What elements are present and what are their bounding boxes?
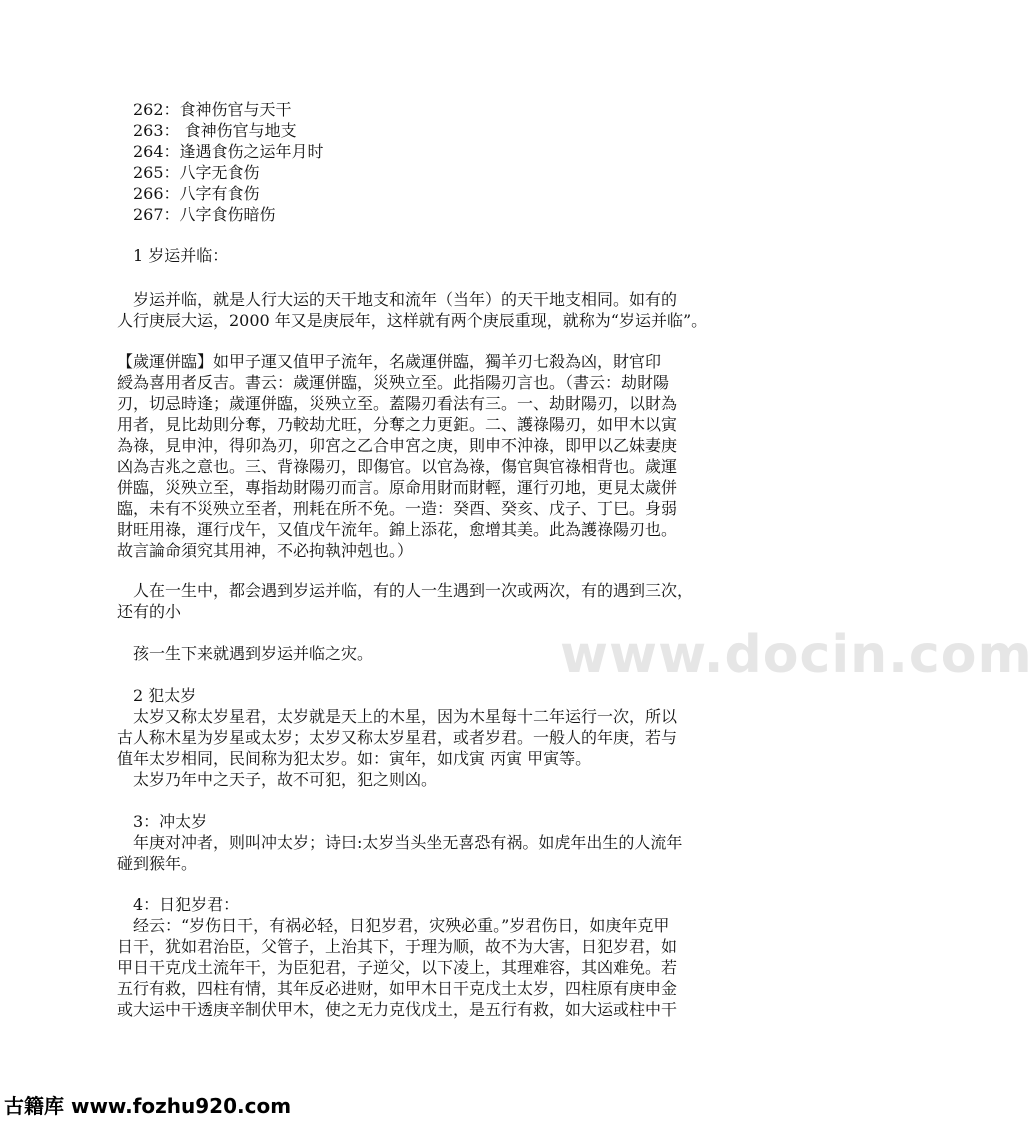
paragraph-line: 人在一生中，都会遇到岁运并临，有的人一生遇到一次或两次，有的遇到三次， (133, 581, 694, 600)
section-heading: 1 岁运并临： (133, 246, 229, 265)
paragraph-line: 人行庚辰大运，2000 年又是庚辰年，这样就有两个庚辰重现，就称为“岁运并临”。 (117, 311, 708, 330)
paragraph-line: 日干，犹如君治臣，父管子，上治其下，于理为顺，故不为大害，日犯岁君，如 (117, 937, 678, 956)
paragraph-line: 太岁又称太岁星君，太岁就是天上的木星，因为木星每十二年运行一次，所以 (133, 707, 678, 726)
toc-item: 264：逢遇食伤之运年月时 (133, 142, 324, 161)
paragraph-line: 用者，見比劫則分奪，乃較劫尤旺，分奪之力更鉅。二、護祿陽刃，如甲木以寅 (117, 415, 678, 434)
paragraph-line: 甲日干克戊土流年干，为臣犯君，子逆父，以下凌上，其理难容，其凶难免。若 (117, 958, 678, 977)
paragraph-line: 经云：“岁伤日干，有祸必轻，日犯岁君，灾殃必重。”岁君伤日，如庚年克甲 (133, 916, 670, 935)
section-heading: 2 犯太岁 (133, 686, 197, 705)
paragraph-line: 刃，切忌時逢；歲運併臨，災殃立至。蓋陽刃看法有三。一、劫財陽刃，以財為 (117, 394, 678, 413)
footer-site-logo: 古籍库 www.fozhu920.com (4, 1094, 292, 1118)
paragraph-line: 碰到猴年。 (117, 854, 198, 873)
paragraph-line: 【歲運併臨】如甲子運又值甲子流年，名歲運併臨，獨羊刃七殺為凶，財官印 (117, 352, 662, 371)
paragraph-line: 臨，未有不災殃立至者，刑耗在所不免。一造：癸酉、癸亥、戊子、丁巳。身弱 (117, 499, 678, 518)
paragraph-line: 古人称木星为岁星或太岁；太岁又称太岁星君，或者岁君。一般人的年庚，若与 (117, 728, 678, 747)
paragraph-line: 為祿，見申沖，得卯為刃，卯宮之乙合申宮之庚，則申不沖祿，即甲以乙妹妻庚 (117, 436, 678, 455)
docin-watermark: www.docin.com (560, 625, 1033, 685)
paragraph-line: 綬為喜用者反吉。書云：歲運併臨，災殃立至。此指陽刃言也。（書云：劫財陽 (117, 373, 670, 392)
paragraph-line: 故言論命須究其用神，不必拘執沖剋也。） (117, 541, 414, 560)
paragraph-line: 年庚对冲者，则叫冲太岁；诗曰:太岁当头坐无喜恐有祸。如虎年出生的人流年 (133, 833, 683, 852)
toc-item: 266：八字有食伤 (133, 184, 260, 203)
section-heading: 3：冲太岁 (133, 812, 208, 831)
paragraph-line: 还有的小 (117, 602, 182, 621)
paragraph-line: 併臨，災殃立至，專指劫財陽刃而言。原命用財而財輕，運行刃地，更見太歲併 (117, 478, 678, 497)
toc-item: 265：八字无食伤 (133, 163, 260, 182)
toc-item: 267：八字食伤暗伤 (133, 205, 276, 224)
paragraph-line: 值年太岁相同，民间称为犯太岁。如：寅年，如戊寅 丙寅 甲寅等。 (117, 749, 592, 768)
paragraph-line: 太岁乃年中之天子，故不可犯，犯之则凶。 (133, 770, 438, 789)
toc-item: 262：食神伤官与天干 (133, 100, 292, 119)
section-heading: 4：日犯岁君： (133, 895, 240, 914)
paragraph-line: 岁运并临，就是人行大运的天干地支和流年（当年）的天干地支相同。如有的 (133, 290, 678, 309)
toc-item: 263： 食神伤官与地支 (133, 121, 297, 140)
paragraph-line: 財旺用祿，運行戊午，又值戊午流年。錦上添花，愈增其美。此為護祿陽刃也。 (117, 520, 678, 539)
paragraph-line: 凶為吉兆之意也。三、背祿陽刃，即傷官。以官為祿，傷官與官祿相背也。歲運 (117, 457, 678, 476)
paragraph-line: 五行有救，四柱有情，其年反必进财，如甲木日干克戊土太岁，四柱原有庚申金 (117, 979, 678, 998)
paragraph-line: 孩一生下来就遇到岁运并临之灾。 (133, 644, 374, 663)
paragraph-line: 或大运中干透庚辛制伏甲木，使之无力克伐戊土，是五行有救，如大运或柱中干 (117, 1000, 678, 1019)
